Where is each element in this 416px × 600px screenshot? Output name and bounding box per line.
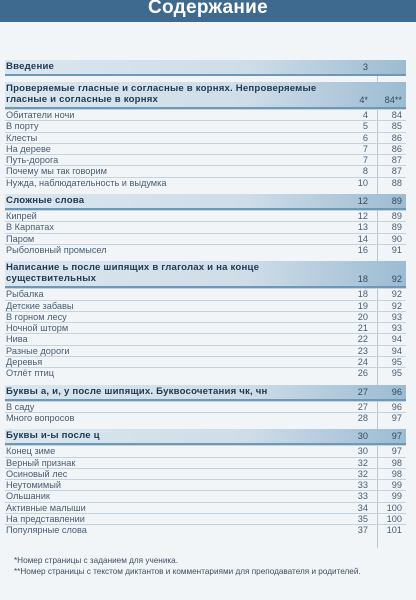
toc-entry [5, 367, 406, 378]
toc-entry [5, 244, 406, 255]
sections-list [5, 82, 406, 536]
toc-entry-page-teacher: 93 [391, 311, 402, 322]
toc-entry [5, 132, 406, 143]
toc-entry-page-teacher: 100 [386, 502, 402, 513]
toc-entry-page-student: 16 [357, 244, 368, 255]
toc-entry-page-student: 30 [357, 446, 368, 457]
section-page-student: 3 [362, 62, 368, 72]
toc-entry [5, 288, 406, 299]
section-header [5, 82, 406, 109]
toc-entry [5, 479, 406, 490]
section-page-teacher: 89 [391, 196, 402, 207]
toc-entry-page-student: 19 [357, 300, 368, 311]
section-page-student: 30 [357, 431, 368, 442]
toc-entry-page-student: 7 [362, 143, 368, 154]
toc-entry-title: Кипрей [6, 211, 37, 222]
toc-entry-page-student: 24 [357, 357, 368, 368]
toc-entry-page-student: 13 [357, 222, 368, 233]
toc-entry-page-student: 33 [357, 480, 368, 491]
toc-entry-page-teacher: 85 [391, 121, 402, 132]
section-title: Сложные слова [6, 195, 85, 207]
toc-entry-page-teacher: 96 [391, 401, 402, 412]
toc-entry [5, 345, 406, 356]
toc-entry-title: Осиновый лес [6, 468, 68, 479]
toc-entry-title: Неутомимый [6, 480, 61, 491]
toc-entry-page-teacher: 101 [386, 525, 402, 536]
toc-entry-page-teacher: 95 [391, 368, 402, 379]
toc-entry [5, 468, 406, 479]
toc-entry-title: Деревья [6, 357, 43, 368]
toc-entry-page-teacher: 92 [391, 300, 402, 311]
section-title: Буквы и-ы после ц [6, 430, 100, 442]
toc-entry-page-teacher: 92 [391, 289, 402, 300]
toc-entry-title: Отлёт птиц [6, 368, 54, 379]
toc-entry-page-student: 4 [362, 110, 368, 120]
toc-entry-page-teacher: 87 [391, 166, 402, 177]
toc-entry-title: Паром [6, 233, 35, 244]
section-title: Буквы а, и, у после шипящих. Буквосочетания чк, чн [6, 385, 268, 397]
toc-entry-page-student: 20 [357, 311, 368, 322]
footnote-student: *Номер страницы с заданием для ученика. [14, 556, 178, 565]
toc-entry [5, 513, 406, 524]
toc-entry [5, 524, 406, 535]
section-page-teacher: 84** [384, 95, 402, 105]
toc-entry-page-student: 7 [362, 155, 368, 166]
toc-entry [5, 356, 406, 367]
toc-entry [5, 233, 406, 244]
toc-entry-page-teacher: 89 [391, 211, 402, 222]
section-page-student: 4* [359, 95, 368, 105]
toc-entry [5, 445, 406, 456]
toc-entry-title: Детские забавы [6, 300, 74, 311]
toc-entry-title: На дереве [6, 143, 51, 154]
toc-entry-title: Рыбалка [6, 289, 44, 300]
section-header [5, 385, 406, 401]
toc-entry-page-teacher: 91 [391, 244, 402, 255]
footnotes [14, 556, 414, 577]
section-page-teacher: 96 [391, 386, 402, 397]
toc-entry-page-teacher: 94 [391, 334, 402, 345]
toc-entry-page-student: 22 [357, 334, 368, 345]
toc-entry [5, 457, 406, 468]
toc-entry [5, 311, 406, 322]
toc-entry-page-teacher: 84 [391, 110, 402, 120]
toc-entry-page-teacher: 90 [391, 233, 402, 244]
toc-entry-page-teacher: 99 [391, 480, 402, 491]
toc-entry [5, 221, 406, 232]
toc-entry-title: В горном лесу [6, 311, 67, 322]
section-title: Введение [6, 61, 55, 72]
toc-entry [5, 109, 406, 120]
toc-entry-title: Нужда, наблюдательность и выдумка [6, 177, 167, 188]
toc-entry-page-student: 26 [357, 368, 368, 379]
toc-entry [5, 300, 406, 311]
section-page-teacher: 97 [391, 431, 402, 442]
toc-entry-title: Разные дороги [6, 345, 70, 356]
toc-entry [5, 502, 406, 513]
toc-entry-page-student: 37 [357, 525, 368, 536]
section-title: Написание ь после шипящих в глаголах и на конце существительных [6, 262, 260, 285]
table-of-contents [5, 60, 406, 536]
toc-entry [5, 333, 406, 344]
section-page-student: 27 [357, 386, 368, 397]
toc-entry [5, 165, 406, 176]
section-page-student: 18 [357, 274, 368, 285]
toc-entry-page-student: 32 [357, 457, 368, 468]
toc-entry-page-student: 12 [357, 211, 368, 222]
toc-entry-page-teacher: 98 [391, 468, 402, 479]
toc-entry-title: Ночной шторм [6, 323, 69, 334]
section-header [5, 429, 406, 445]
toc-entry-page-teacher: 89 [391, 222, 402, 233]
page-title: Содержание [147, 0, 269, 18]
toc-entry-page-student: 35 [357, 514, 368, 525]
toc-entry-page-teacher: 86 [391, 143, 402, 154]
toc-entry-title: Обитатели ночи [6, 110, 75, 120]
toc-entry-title: В саду [6, 401, 35, 412]
footnote-teacher: **Номер страницы с текстом диктантов и комментариями для преподавателя и родителей. [14, 566, 361, 576]
section-header-intro [5, 60, 406, 76]
toc-entry-page-student: 6 [362, 132, 368, 143]
toc-entry-page-student: 28 [357, 412, 368, 423]
section-header [5, 194, 406, 210]
toc-entry [5, 412, 406, 423]
toc-entry-page-student: 27 [357, 401, 368, 412]
toc-entry-page-student: 5 [362, 121, 368, 132]
toc-entry-page-student: 33 [357, 491, 368, 502]
toc-entry-page-teacher: 86 [391, 132, 402, 143]
toc-entry-page-teacher: 95 [391, 357, 402, 368]
section-title: Проверяемые гласные и согласные в корнях. Непроверяемые гласные и согласные в корнях [6, 83, 317, 105]
toc-entry-page-teacher: 88 [391, 177, 402, 188]
toc-entry-title: На представлении [6, 514, 85, 525]
toc-entry-title: Путь-дорога [6, 155, 59, 166]
section-page-teacher: 92 [391, 274, 402, 285]
toc-entry [5, 401, 406, 412]
toc-entry-page-student: 8 [362, 166, 368, 177]
toc-entry-page-student: 23 [357, 345, 368, 356]
toc-entry-page-student: 14 [357, 233, 368, 244]
toc-entry-page-teacher: 97 [391, 446, 402, 457]
toc-entry-page-student: 32 [357, 468, 368, 479]
toc-entry-title: Много вопросов [6, 412, 75, 423]
toc-entry-page-teacher: 97 [391, 412, 402, 423]
toc-entry-page-student: 10 [357, 177, 368, 188]
toc-entry-page-teacher: 94 [391, 345, 402, 356]
toc-entry [5, 322, 406, 333]
toc-entry-title: Клесты [6, 132, 38, 143]
toc-entry-page-teacher: 98 [391, 457, 402, 468]
toc-entry-title: Популярные слова [6, 525, 87, 536]
toc-entry-title: Почему мы так говорим [6, 166, 107, 177]
toc-entry [5, 154, 406, 165]
toc-entry [5, 490, 406, 501]
toc-entry-title: Конец зиме [6, 446, 56, 457]
section-page-student: 12 [357, 196, 368, 207]
toc-entry-title: Ольшаник [6, 491, 50, 502]
toc-entry [5, 177, 406, 188]
toc-entry [5, 120, 406, 131]
toc-entry-page-teacher: 99 [391, 491, 402, 502]
section-header [5, 261, 406, 288]
toc-entry-page-teacher: 87 [391, 155, 402, 166]
toc-entry-title: Верный признак [6, 457, 76, 468]
toc-entry-page-teacher: 93 [391, 323, 402, 334]
toc-entry [5, 210, 406, 221]
toc-entry-page-student: 21 [357, 323, 368, 334]
header-bar [0, 0, 416, 22]
toc-entry-page-student: 34 [357, 502, 368, 513]
toc-entry [5, 143, 406, 154]
toc-entry-page-teacher: 100 [386, 514, 402, 525]
toc-entry-title: В Карпатах [6, 222, 54, 233]
toc-entry-page-student: 18 [357, 289, 368, 300]
toc-entry-title: Нива [6, 334, 28, 345]
toc-entry-title: Рыболовный промысел [6, 244, 107, 255]
toc-entry-title: В порту [6, 121, 39, 132]
toc-entry-title: Активные малыши [6, 502, 86, 513]
